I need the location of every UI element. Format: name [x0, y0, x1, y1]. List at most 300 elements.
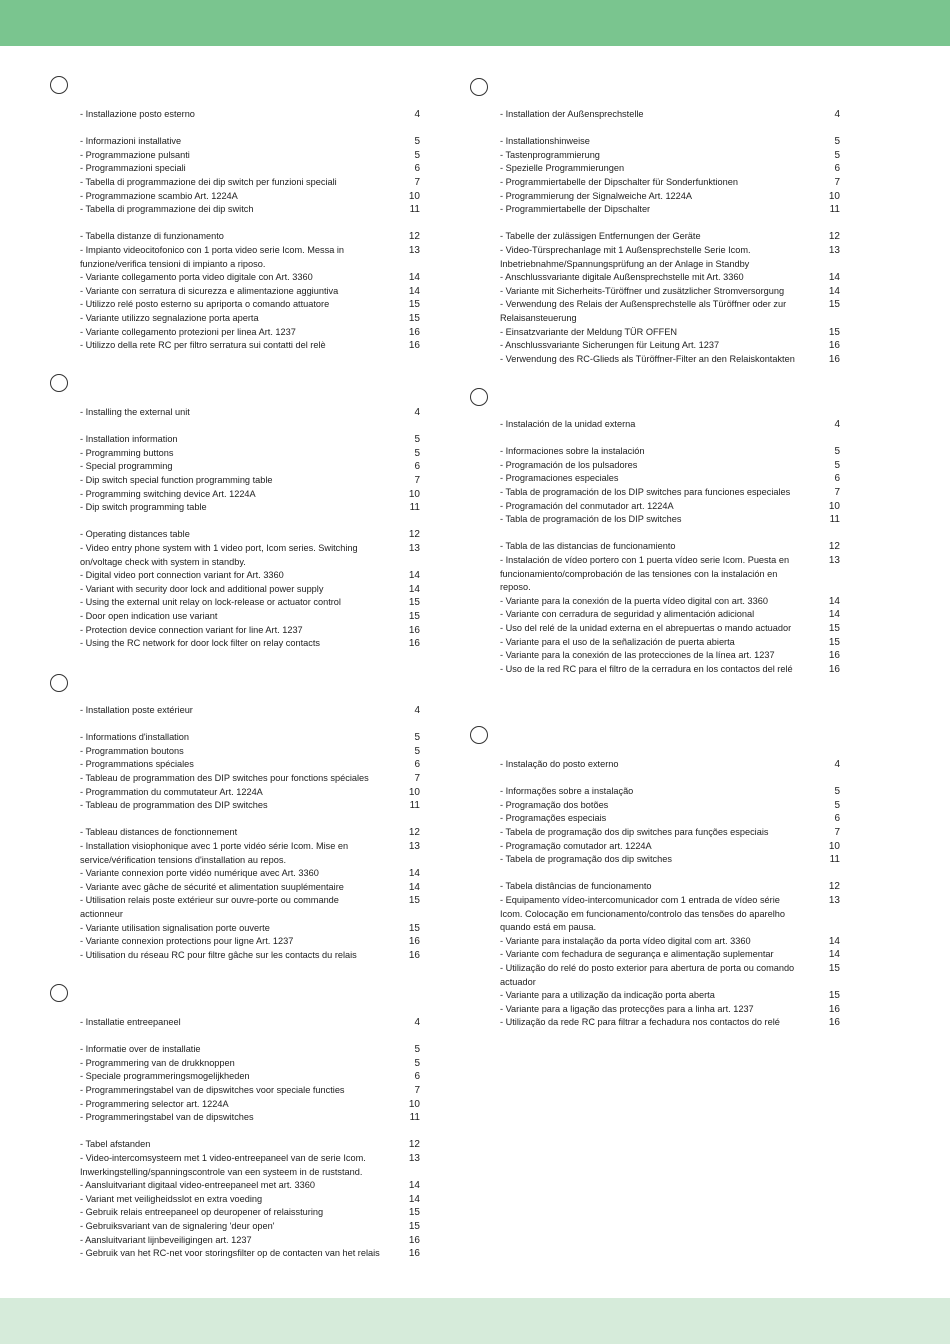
- toc-entry-page: 16: [408, 326, 420, 338]
- toc-entry: [500, 486, 840, 500]
- toc-entry: [500, 445, 840, 459]
- toc-entry-page: 11: [409, 502, 420, 514]
- toc-entry-title: - Programmeringstabel van de dipswitches voor speciale functies: [80, 1084, 345, 1095]
- toc-entry-title: - Tabella distanze di funzionamento: [80, 231, 224, 242]
- toc-entry: [80, 799, 420, 813]
- toc-entry: [80, 433, 420, 447]
- toc-entry-title: - Utilisation relais poste extérieur sur ouvre-porte ou commande actionneur: [80, 895, 339, 919]
- toc-entry-title: - Informaciones sobre la instalación: [500, 446, 645, 457]
- toc-entry-title: - Tabel afstanden: [80, 1139, 151, 1150]
- toc-entry-title: - Door open indication use variant: [80, 610, 218, 621]
- toc-entry: [80, 528, 420, 542]
- toc-entry: [500, 108, 840, 122]
- toc-entry-page: 4: [414, 407, 420, 418]
- toc-entry-page: 5: [834, 446, 840, 458]
- toc-entry-page: 16: [828, 340, 840, 352]
- toc-entry-page: 14: [828, 949, 840, 961]
- toc-entry: [500, 622, 840, 636]
- toc-entry: [80, 1084, 420, 1098]
- toc-entry-page: 14: [408, 881, 420, 893]
- toc-entry-title: - Gebruik relais entreepaneel op deuropener of relaissturing: [80, 1207, 324, 1218]
- toc-entry-title: - Programmiertabelle der Dipschalter: [500, 204, 651, 215]
- toc-entry-page: 11: [409, 800, 420, 812]
- toc-entry: [80, 162, 420, 176]
- toc-entry-page: 12: [408, 827, 420, 839]
- toc-entry: [500, 649, 840, 663]
- toc-entry: [80, 1247, 420, 1261]
- toc-entry-page: 14: [408, 285, 420, 297]
- toc-entry-title: - Spezielle Programmierungen: [500, 163, 625, 174]
- toc-entry-title: - Instalação do posto externo: [500, 759, 619, 769]
- toc-entry-title: - Variante para instalação da porta vídeo digital com art. 3360: [500, 935, 751, 946]
- toc-entry-title: - Aansluitvariant lijnbeveiligingen art. 1237: [80, 1234, 252, 1245]
- toc-entry-page: 5: [414, 149, 420, 161]
- toc-entry: [80, 758, 420, 772]
- toc-entry-title: - Variante para el uso de la señalización de puerta abierta: [500, 636, 735, 647]
- toc-entry-page: 5: [414, 745, 420, 757]
- toc-entry-title: - Programación de los pulsadores: [500, 459, 638, 470]
- toc-entry-title: - Tabelle der zulässigen Entfernungen der Geräte: [500, 231, 701, 242]
- toc-entry-page: 7: [414, 1084, 420, 1096]
- toc-entry-title: - Programaciones especiales: [500, 473, 619, 484]
- toc-entry-page: 5: [834, 786, 840, 798]
- toc-entry: [80, 406, 420, 420]
- toc-entry-page: 7: [414, 772, 420, 784]
- toc-entry: [80, 501, 420, 515]
- toc-entry: [500, 894, 840, 935]
- toc-entry-page: 5: [834, 136, 840, 148]
- toc-entry: [500, 595, 840, 609]
- toc-entry: [80, 230, 420, 244]
- toc-entry: [500, 636, 840, 650]
- toc-entry-page: 16: [408, 1234, 420, 1246]
- toc-entry-title: - Installatie entreepaneel: [80, 1017, 181, 1027]
- toc-entry: [500, 162, 840, 176]
- toc-entry-title: - Tabella di programmazione dei dip switch per funzioni speciali: [80, 176, 337, 187]
- toc-list: [80, 704, 420, 962]
- toc-entry-page: 4: [834, 419, 840, 430]
- toc-entry-page: 6: [414, 163, 420, 175]
- toc-entry-page: 4: [834, 109, 840, 120]
- toc-entry-title: - Special programming: [80, 461, 173, 472]
- toc-entry-title: - Variante collegamento porta video digitale con Art. 3360: [80, 272, 313, 283]
- toc-entry: [80, 1057, 420, 1071]
- toc-entry-title: - Programação comutador art. 1224A: [500, 840, 652, 851]
- toc-entry-page: 10: [408, 786, 420, 798]
- toc-entry: [500, 962, 840, 989]
- toc-entry-page: 5: [414, 447, 420, 459]
- toc-entry: [80, 339, 420, 353]
- toc-entry-page: 10: [408, 488, 420, 500]
- toc-entry: [80, 786, 420, 800]
- toc-entry-page: 13: [828, 244, 840, 256]
- toc-entry-title: - Anschlussvariante Sicherungen für Leitung Art. 1237: [500, 340, 720, 351]
- toc-entry: [500, 554, 840, 595]
- toc-entry: [80, 176, 420, 190]
- toc-entry-title: - Variante avec gâche de sécurité et alimentation suuplémentaire: [80, 881, 344, 892]
- toc-entry-page: 10: [828, 500, 840, 512]
- toc-entry-title: - Gebruik van het RC-net voor storingsfilter op de contacten van het relais: [80, 1248, 380, 1259]
- toc-entry: [80, 624, 420, 638]
- toc-entry-page: 15: [828, 962, 840, 974]
- toc-entry: [80, 1016, 420, 1030]
- toc-entry: [500, 840, 840, 854]
- toc-entry-page: 16: [408, 936, 420, 948]
- toc-entry-title: - Variante para a utilização da indicação porta aberta: [500, 990, 715, 1001]
- toc-entry-title: - Using the external unit relay on lock-release or actuator control: [80, 597, 341, 608]
- toc-entry-title: - Video-Türsprechanlage mit 1 Außensprechstelle Serie Icom. Inbetriebnahme/Spannungsprüfung an der Anlage in Standby: [500, 244, 751, 269]
- toc-entry-title: - Installation der Außensprechstelle: [500, 109, 644, 119]
- toc-entry-title: - Variante para la conexión de las protecciones de la línea art. 1237: [500, 650, 775, 661]
- toc-entry-page: 7: [834, 486, 840, 498]
- language-flag-circle: [470, 78, 488, 96]
- toc-entry: [500, 1003, 840, 1017]
- toc-entry: [80, 1220, 420, 1234]
- toc-entry: [80, 637, 420, 651]
- toc-entry-title: - Tableau de programmation des DIP switches pour fonctions spéciales: [80, 772, 369, 783]
- toc-entry-title: - Variante mit Sicherheits-Türöffner und zusätzlicher Stromversorgung: [500, 285, 785, 296]
- toc-entry-page: 14: [828, 595, 840, 607]
- toc-entry-page: 14: [408, 868, 420, 880]
- toc-entry-title: - Programmazioni speciali: [80, 163, 186, 174]
- toc-entry-page: 16: [828, 1017, 840, 1029]
- toc-entry-title: - Verwendung des Relais der Außensprechstelle als Türöffner oder zur Relaisansteuerung: [500, 299, 787, 323]
- toc-entry: [80, 867, 420, 881]
- toc-entry-page: 5: [414, 1057, 420, 1069]
- toc-entry-title: - Utilização da rede RC para filtrar a fechadura nos contactos do relé: [500, 1017, 780, 1028]
- toc-entry-title: - Programação dos botões: [500, 799, 609, 810]
- toc-entry: [500, 353, 840, 367]
- toc-entry-page: 7: [834, 176, 840, 188]
- toc-entry-title: - Utilização do relé do posto exterior para abertura de porta ou comando actuador: [500, 962, 795, 987]
- toc-entry-title: - Installationshinweise: [500, 136, 590, 147]
- footer-band: [0, 1298, 950, 1344]
- toc-entry-title: - Informações sobre a instalação: [500, 786, 634, 797]
- toc-entry-page: 13: [408, 840, 420, 852]
- toc-entry-title: - Einsatzvariante der Meldung TÜR OFFEN: [500, 326, 678, 337]
- toc-entry: [500, 285, 840, 299]
- toc-entry-title: - Dip switch programming table: [80, 502, 207, 513]
- toc-entry-title: - Programmazione scambio Art. 1224A: [80, 190, 238, 201]
- toc-entry: [500, 989, 840, 1003]
- toc-entry-title: - Verwendung des RC-Glieds als Türöffner-Filter an den Relaiskontakten: [500, 353, 795, 364]
- toc-entry-page: 11: [829, 204, 840, 216]
- toc-entry-title: - Tableau distances de fonctionnement: [80, 827, 238, 838]
- toc-entry: [80, 460, 420, 474]
- toc-entry-page: 14: [408, 583, 420, 595]
- toc-entry-page: 15: [408, 299, 420, 311]
- toc-entry-title: - Programación del conmutador art. 1224A: [500, 500, 674, 511]
- toc-entry: [80, 190, 420, 204]
- toc-entry-page: 15: [828, 622, 840, 634]
- toc-entry: [500, 472, 840, 486]
- toc-entry: [80, 1111, 420, 1125]
- toc-entry-page: 11: [829, 854, 840, 866]
- toc-entry-title: - Variante con cerradura de seguridad y alimentación adicional: [500, 609, 755, 620]
- toc-entry: [80, 244, 420, 271]
- toc-entry-title: - Installing the external unit: [80, 407, 190, 417]
- toc-entry-title: - Variante utilisation signalisation porte ouverte: [80, 922, 270, 933]
- toc-entry: [500, 203, 840, 217]
- toc-entry-title: - Programmering selector art. 1224A: [80, 1098, 229, 1109]
- toc-entry-page: 6: [414, 1071, 420, 1083]
- toc-entry-page: 15: [828, 636, 840, 648]
- toc-entry-title: - Variante para a ligação das protecções para a linha art. 1237: [500, 1003, 754, 1014]
- toc-entry-title: - Video entry phone system with 1 video port, Icom series. Switching on/voltage check with system in standby.: [80, 542, 358, 567]
- toc-list: [500, 758, 840, 1030]
- toc-entry-title: - Anschlussvariante digitale Außensprechstelle mit Art. 3360: [500, 272, 744, 283]
- toc-entry: [80, 1206, 420, 1220]
- toc-entry-page: 10: [828, 190, 840, 202]
- toc-entry-page: 6: [414, 759, 420, 771]
- toc-entry-page: 14: [828, 609, 840, 621]
- toc-entry-page: 12: [828, 881, 840, 893]
- toc-entry: [80, 488, 420, 502]
- toc-entry-page: 4: [414, 109, 420, 120]
- toc-entry-page: 16: [408, 638, 420, 650]
- toc-entry-title: - Instalación de vídeo portero con 1 puerta vídeo serie Icom. Puesta en funcionamiento/comprobación de las tensiones con la instalación en reposo.: [500, 554, 790, 593]
- toc-entry: [80, 1179, 420, 1193]
- toc-entry-page: 11: [409, 204, 420, 216]
- toc-list: [500, 418, 840, 676]
- toc-entry-title: - Instalación de la unidad externa: [500, 419, 636, 429]
- toc-entry-page: 15: [408, 895, 420, 907]
- toc-entry-title: - Variante utilizzo segnalazione porta aperta: [80, 312, 259, 323]
- toc-entry: [500, 513, 840, 527]
- toc-entry-title: - Informations d'installation: [80, 732, 189, 743]
- toc-entry-title: - Equipamento vídeo-intercomunicador com 1 entrada de vídeo série Icom. Colocação em funcionamento/controlo das tensões do aparelho quando está em pausa.: [500, 894, 785, 933]
- toc-list: [80, 406, 420, 651]
- toc-entry: [80, 474, 420, 488]
- toc-list: [80, 1016, 420, 1261]
- toc-entry-page: 13: [408, 542, 420, 554]
- toc-entry-title: - Tabela de programação dos dip switches: [500, 854, 672, 865]
- toc-entry: [80, 935, 420, 949]
- toc-entry-title: - Speciale programmeringsmogelijkheden: [80, 1071, 250, 1082]
- toc-entry-page: 6: [414, 461, 420, 473]
- toc-entry: [80, 731, 420, 745]
- toc-entry-page: 12: [828, 231, 840, 243]
- toc-entry-page: 15: [408, 1207, 420, 1219]
- language-flag-circle: [470, 388, 488, 406]
- toc-entry: [500, 540, 840, 554]
- toc-entry-page: 14: [828, 935, 840, 947]
- header-band: [0, 0, 950, 46]
- toc-entry: [500, 418, 840, 432]
- toc-entry-page: 11: [829, 514, 840, 526]
- toc-entry: [80, 704, 420, 718]
- toc-entry-title: - Digital video port connection variant for Art. 3360: [80, 570, 284, 581]
- toc-entry-title: - Variante com fechadura de segurança e alimentação suplementar: [500, 949, 774, 960]
- toc-entry-page: 11: [409, 1112, 420, 1124]
- toc-entry: [80, 298, 420, 312]
- toc-entry-page: 5: [834, 459, 840, 471]
- toc-entry-page: 5: [414, 732, 420, 744]
- toc-entry: [500, 271, 840, 285]
- toc-entry-page: 14: [408, 272, 420, 284]
- toc-entry-title: - Protection device connection variant for line Art. 1237: [80, 624, 303, 635]
- toc-entry: [80, 922, 420, 936]
- toc-entry-title: - Programmazione pulsanti: [80, 149, 190, 160]
- toc-entry-page: 14: [828, 272, 840, 284]
- toc-entry-title: - Tastenprogrammierung: [500, 149, 600, 160]
- toc-entry-page: 15: [828, 326, 840, 338]
- toc-entry: [500, 176, 840, 190]
- toc-entry-page: 13: [828, 894, 840, 906]
- toc-entry-title: - Impianto videocitofonico con 1 porta video serie Icom. Messa in funzione/verifica tensioni di impianto a riposo.: [80, 244, 345, 269]
- toc-entry: [80, 881, 420, 895]
- toc-entry-page: 13: [408, 1152, 420, 1164]
- toc-entry-page: 13: [408, 244, 420, 256]
- toc-entry: [80, 1098, 420, 1112]
- toc-entry: [80, 1193, 420, 1207]
- toc-entry: [80, 108, 420, 122]
- toc-entry: [500, 244, 840, 271]
- toc-entry-page: 12: [408, 1139, 420, 1151]
- toc-entry-title: - Variante connexion protections pour ligne Art. 1237: [80, 936, 294, 947]
- toc-entry: [500, 758, 840, 772]
- toc-entry-page: 14: [408, 1180, 420, 1192]
- toc-entry-title: - Tabla de las distancias de funcionamiento: [500, 541, 676, 552]
- toc-entry: [80, 326, 420, 340]
- toc-entry-title: - Utilisation du réseau RC pour filtre gâche sur les contacts du relais: [80, 949, 357, 960]
- toc-entry-title: - Tabla de programación de los DIP switches: [500, 514, 682, 525]
- toc-entry-title: - Uso del relé de la unidad externa en el abrepuertas o mando actuador: [500, 622, 792, 633]
- toc-entry-page: 16: [408, 340, 420, 352]
- toc-entry-title: - Variante con serratura di sicurezza e alimentazione aggiuntiva: [80, 285, 339, 296]
- toc-entry: [80, 840, 420, 867]
- toc-entry-title: - Installation visiophonique avec 1 porte vidéo série Icom. Mise en service/vérification tensions d'installation au repos.: [80, 840, 349, 865]
- toc-entry-page: 12: [408, 231, 420, 243]
- toc-entry-title: - Variante para la conexión de la puerta vídeo digital con art. 3360: [500, 595, 768, 606]
- toc-entry-page: 14: [408, 570, 420, 582]
- toc-entry: [80, 894, 420, 921]
- toc-entry: [80, 949, 420, 963]
- toc-entry-page: 16: [828, 663, 840, 675]
- toc-entry-title: - Variant met veiligheidsslot en extra voeding: [80, 1193, 263, 1204]
- language-flag-circle: [50, 76, 68, 94]
- toc-entry-title: - Programmering van de drukknoppen: [80, 1057, 235, 1068]
- toc-entry-title: - Programmeringstabel van de dipswitches: [80, 1112, 254, 1123]
- toc-entry: [500, 326, 840, 340]
- toc-entry-page: 16: [828, 353, 840, 365]
- toc-list: [80, 108, 420, 353]
- toc-entry-title: - Programações especiais: [500, 813, 607, 824]
- toc-entry-title: - Gebruiksvariant van de signalering 'deur open': [80, 1220, 275, 1231]
- toc-entry: [500, 608, 840, 622]
- toc-entry-page: 4: [414, 705, 420, 716]
- toc-entry-title: - Aansluitvariant digitaal video-entreepaneel met art. 3360: [80, 1180, 315, 1191]
- toc-entry: [80, 203, 420, 217]
- toc-entry-title: - Variant with security door lock and additional power supply: [80, 583, 324, 594]
- toc-entry-page: 7: [414, 176, 420, 188]
- toc-entry: [500, 339, 840, 353]
- toc-entry-title: - Installazione posto esterno: [80, 109, 195, 119]
- toc-entry: [80, 149, 420, 163]
- toc-entry: [500, 799, 840, 813]
- toc-entry: [500, 459, 840, 473]
- toc-entry: [500, 298, 840, 325]
- toc-entry: [80, 1138, 420, 1152]
- toc-entry-page: 5: [414, 434, 420, 446]
- toc-entry: [500, 135, 840, 149]
- toc-entry-page: 16: [408, 624, 420, 636]
- toc-entry-title: - Tabela de programação dos dip switches para funções especiais: [500, 826, 769, 837]
- toc-entry-page: 15: [828, 990, 840, 1002]
- toc-entry-page: 4: [414, 1017, 420, 1028]
- toc-entry: [80, 542, 420, 569]
- toc-entry: [80, 1152, 420, 1179]
- toc-entry: [500, 880, 840, 894]
- toc-list: [500, 108, 840, 366]
- toc-entry: [80, 447, 420, 461]
- toc-entry-title: - Dip switch special function programming table: [80, 474, 273, 485]
- toc-entry-page: 5: [414, 1044, 420, 1056]
- toc-entry-title: - Tabela distâncias de funcionamento: [500, 881, 652, 892]
- toc-entry: [500, 149, 840, 163]
- toc-entry: [80, 826, 420, 840]
- toc-entry-page: 5: [834, 149, 840, 161]
- toc-entry: [500, 785, 840, 799]
- toc-entry: [500, 935, 840, 949]
- toc-entry: [500, 853, 840, 867]
- toc-entry-page: 16: [408, 1248, 420, 1260]
- toc-entry-page: 15: [408, 312, 420, 324]
- toc-entry: [500, 812, 840, 826]
- toc-entry: [80, 569, 420, 583]
- toc-entry-title: - Utilizzo relé posto esterno su apriporta o comando attuatore: [80, 299, 330, 310]
- toc-entry-page: 16: [828, 650, 840, 662]
- toc-entry-page: 14: [408, 1193, 420, 1205]
- toc-entry-page: 5: [414, 136, 420, 148]
- language-flag-circle: [50, 984, 68, 1002]
- toc-entry-title: - Programmierung der Signalweiche Art. 1224A: [500, 190, 693, 201]
- toc-entry-page: 4: [834, 759, 840, 770]
- toc-entry-page: 10: [408, 1098, 420, 1110]
- toc-entry-title: - Utilizzo della rete RC per filtro serratura sui contatti del relè: [80, 340, 326, 351]
- toc-entry-title: - Uso de la red RC para el filtro de la cerradura en los contactos del relé: [500, 663, 793, 674]
- toc-entry-page: 15: [828, 299, 840, 311]
- toc-entry: [80, 745, 420, 759]
- toc-entry-title: - Programming switching device Art. 1224A: [80, 488, 256, 499]
- toc-entry: [500, 230, 840, 244]
- toc-entry-title: - Variante collegamento protezioni per linea Art. 1237: [80, 326, 296, 337]
- toc-entry: [500, 948, 840, 962]
- toc-entry: [80, 1234, 420, 1248]
- toc-entry-title: - Tabla de programación de los DIP switches para funciones especiales: [500, 486, 791, 497]
- toc-entry: [500, 1016, 840, 1030]
- toc-entry: [80, 610, 420, 624]
- toc-entry-title: - Tableau de programmation des DIP switches: [80, 800, 268, 811]
- language-flag-circle: [50, 374, 68, 392]
- toc-entry-title: - Programmations spéciales: [80, 759, 194, 770]
- toc-entry: [500, 826, 840, 840]
- toc-entry-title: - Programming buttons: [80, 447, 174, 458]
- toc-entry-page: 6: [834, 813, 840, 825]
- toc-entry-page: 7: [834, 826, 840, 838]
- toc-entry-title: - Installation information: [80, 434, 178, 445]
- toc-entry: [80, 596, 420, 610]
- toc-entry-page: 12: [828, 541, 840, 553]
- toc-entry-title: - Programmation du commutateur Art. 1224A: [80, 786, 263, 797]
- toc-entry-page: 6: [834, 163, 840, 175]
- toc-entry-page: 14: [828, 285, 840, 297]
- toc-entry: [80, 135, 420, 149]
- toc-entry-title: - Operating distances table: [80, 529, 190, 540]
- toc-entry-page: 16: [828, 1003, 840, 1015]
- toc-entry-page: 5: [834, 799, 840, 811]
- toc-entry: [80, 1070, 420, 1084]
